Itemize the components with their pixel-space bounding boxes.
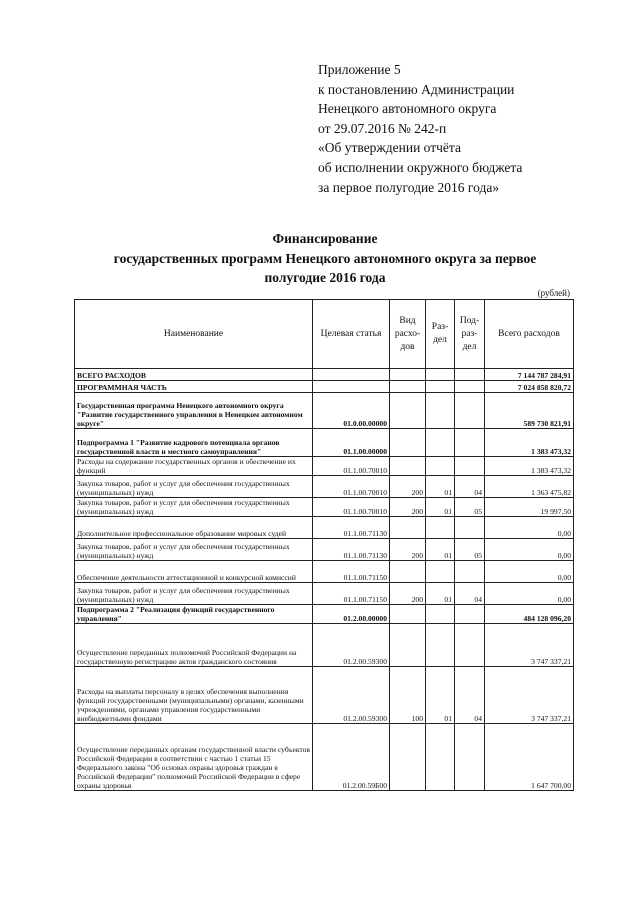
cell-type <box>390 517 426 539</box>
cell-total: 1 383 473,32 <box>485 457 574 476</box>
cell-subsection <box>455 457 485 476</box>
cell-total: 0,00 <box>485 561 574 583</box>
cell-section <box>426 381 455 393</box>
table-row <box>75 517 574 539</box>
cell-type <box>390 381 426 393</box>
cell-type: 200 <box>390 539 426 561</box>
cell-subsection <box>455 724 485 791</box>
cell-total: 0,00 <box>485 583 574 605</box>
header-section: Раз-дел <box>426 300 455 369</box>
cell-name: Обеспечение деятельности аттестационной и конкурсной комиссий <box>75 561 313 583</box>
cell-total: 0,00 <box>485 517 574 539</box>
cell-subsection <box>455 393 485 429</box>
cell-subsection: 05 <box>455 539 485 561</box>
cell-name: Закупка товаров, работ и услуг для обеспечения государственных (муниципальных) нужд <box>75 476 313 498</box>
cell-section <box>426 393 455 429</box>
appendix-line: за первое полугодие 2016 года» <box>318 179 500 195</box>
cell-name: Осуществление переданных полномочий Российской Федерации на государственную регистрацию актов гражданского состояния <box>75 624 313 667</box>
cell-subsection <box>455 381 485 393</box>
cell-target: 01.2.00.00000 <box>313 605 390 624</box>
cell-type <box>390 724 426 791</box>
cell-total: 1 647 700,00 <box>485 724 574 791</box>
cell-section <box>426 517 455 539</box>
cell-target: 01.1.00.71150 <box>313 583 390 605</box>
cell-total: 1 383 473,32 <box>485 429 574 457</box>
header-name: Наименование <box>75 300 313 369</box>
cell-section <box>426 605 455 624</box>
cell-subsection: 05 <box>455 498 485 517</box>
title-line-1: Финансирование <box>272 231 378 246</box>
appendix-block <box>318 60 522 197</box>
header-target: Целевая статья <box>313 300 390 369</box>
cell-target <box>313 369 390 381</box>
table-row <box>75 561 574 583</box>
header-subsection: Под-раз-дел <box>455 300 485 369</box>
cell-total: 1 363 475,82 <box>485 476 574 498</box>
appendix-line: от 29.07.2016 № 242-п <box>318 120 447 136</box>
cell-section: 01 <box>426 539 455 561</box>
cell-total: 0,00 <box>485 539 574 561</box>
cell-section <box>426 369 455 381</box>
cell-name: Закупка товаров, работ и услуг для обеспечения государственных (муниципальных) нужд <box>75 539 313 561</box>
cell-subsection <box>455 429 485 457</box>
cell-type <box>390 393 426 429</box>
cell-name: Расходы на выплаты персоналу в целях обеспечения выполнения функций государственными (муниципальными) органами, казенными учреждениями, органами управления государственными внебюджетными фондами <box>75 667 313 724</box>
appendix-line: «Об утверждении отчёта <box>318 140 461 156</box>
table-row <box>75 498 574 517</box>
cell-subsection <box>455 624 485 667</box>
table-row <box>75 667 574 724</box>
cell-section <box>426 624 455 667</box>
cell-name: Осуществление переданных органам государственной власти субъектов Российской Федерации в соответствии с частью 1 статьи 15 Федерального закона "Об основах охраны здоровья граждан в Российской Федерации" полномочий Российской Федерации в сфере охраны здоровья <box>75 724 313 791</box>
cell-section: 01 <box>426 583 455 605</box>
cell-target: 01.1.00.70010 <box>313 498 390 517</box>
cell-type <box>390 561 426 583</box>
table-row <box>75 457 574 476</box>
units-label: (рублей) <box>537 288 570 298</box>
cell-name: Дополнительное профессиональное образование мировых судей <box>75 517 313 539</box>
table-row <box>75 624 574 667</box>
cell-target: 01.2.00.59300 <box>313 667 390 724</box>
table-row <box>75 393 574 429</box>
header-total: Всего расходов <box>485 300 574 369</box>
appendix-line: Приложение 5 <box>318 62 401 77</box>
cell-type <box>390 457 426 476</box>
cell-subsection: 04 <box>455 476 485 498</box>
cell-total: 7 024 858 820,72 <box>485 381 574 393</box>
title-line-3: полугодие 2016 года <box>264 270 386 285</box>
table-row <box>75 583 574 605</box>
cell-section <box>426 457 455 476</box>
cell-target <box>313 381 390 393</box>
table-row <box>75 724 574 791</box>
header-type: Вид расхо-дов <box>390 300 426 369</box>
cell-subsection <box>455 369 485 381</box>
cell-section <box>426 724 455 791</box>
title-line-2: государственных программ Ненецкого автономного округа за первое <box>113 250 537 266</box>
cell-type: 200 <box>390 498 426 517</box>
cell-total: 19 997,50 <box>485 498 574 517</box>
cell-section: 01 <box>426 476 455 498</box>
cell-type: 200 <box>390 583 426 605</box>
cell-type <box>390 624 426 667</box>
table-row <box>75 605 574 624</box>
cell-total: 7 144 787 284,91 <box>485 369 574 381</box>
table-row <box>75 476 574 498</box>
cell-total: 589 730 821,91 <box>485 393 574 429</box>
cell-subsection <box>455 605 485 624</box>
cell-type: 200 <box>390 476 426 498</box>
cell-target: 01.1.00.70010 <box>313 457 390 476</box>
table-header-row <box>75 300 574 369</box>
cell-name: Подпрограмма 1 "Развитие кадрового потенциала органов государственной власти и местного самоуправления" <box>75 429 313 457</box>
appendix-line: об исполнении окружного бюджета <box>318 159 523 175</box>
cell-name: Расходы на содержание государственных органов и обеспечение их функций <box>75 457 313 476</box>
cell-name: Закупка товаров, работ и услуг для обеспечения государственных (муниципальных) нужд <box>75 498 313 517</box>
cell-subsection <box>455 517 485 539</box>
cell-subsection: 04 <box>455 667 485 724</box>
cell-subsection: 04 <box>455 583 485 605</box>
cell-subsection <box>455 561 485 583</box>
cell-target: 01.1.00.71130 <box>313 539 390 561</box>
cell-name: Закупка товаров, работ и услуг для обеспечения государственных (муниципальных) нужд <box>75 583 313 605</box>
table-row <box>75 369 574 381</box>
table-row <box>75 539 574 561</box>
cell-target: 01.0.00.00000 <box>313 393 390 429</box>
cell-total: 3 747 337,21 <box>485 667 574 724</box>
cell-target: 01.1.00.70010 <box>313 476 390 498</box>
cell-target: 01.2.00.59Б00 <box>313 724 390 791</box>
cell-section <box>426 561 455 583</box>
table-body <box>75 369 574 791</box>
table-row <box>75 381 574 393</box>
cell-target: 01.1.00.71130 <box>313 517 390 539</box>
cell-type <box>390 605 426 624</box>
cell-type <box>390 429 426 457</box>
appendix-line: Ненецкого автономного округа <box>318 101 497 117</box>
cell-section: 01 <box>426 498 455 517</box>
cell-type <box>390 369 426 381</box>
cell-section: 01 <box>426 667 455 724</box>
cell-total: 3 747 337,21 <box>485 624 574 667</box>
cell-target: 01.2.00.59300 <box>313 624 390 667</box>
cell-target: 01.1.00.71150 <box>313 561 390 583</box>
cell-target: 01.1.00.00000 <box>313 429 390 457</box>
cell-type: 100 <box>390 667 426 724</box>
expenditure-table <box>74 299 574 791</box>
cell-name: ПРОГРАММНАЯ ЧАСТЬ <box>75 381 313 393</box>
cell-name: Подпрограмма 2 "Реализация функций государственного управления" <box>75 605 313 624</box>
cell-name: ВСЕГО РАСХОДОВ <box>75 369 313 381</box>
cell-section <box>426 429 455 457</box>
cell-total: 484 128 096,20 <box>485 605 574 624</box>
cell-name: Государственная программа Ненецкого автономного округа "Развитие государственного управления в Ненецком автономном округе" <box>75 393 313 429</box>
table-row <box>75 429 574 457</box>
document-title <box>60 229 590 288</box>
appendix-line: к постановлению Администрации <box>318 81 515 97</box>
